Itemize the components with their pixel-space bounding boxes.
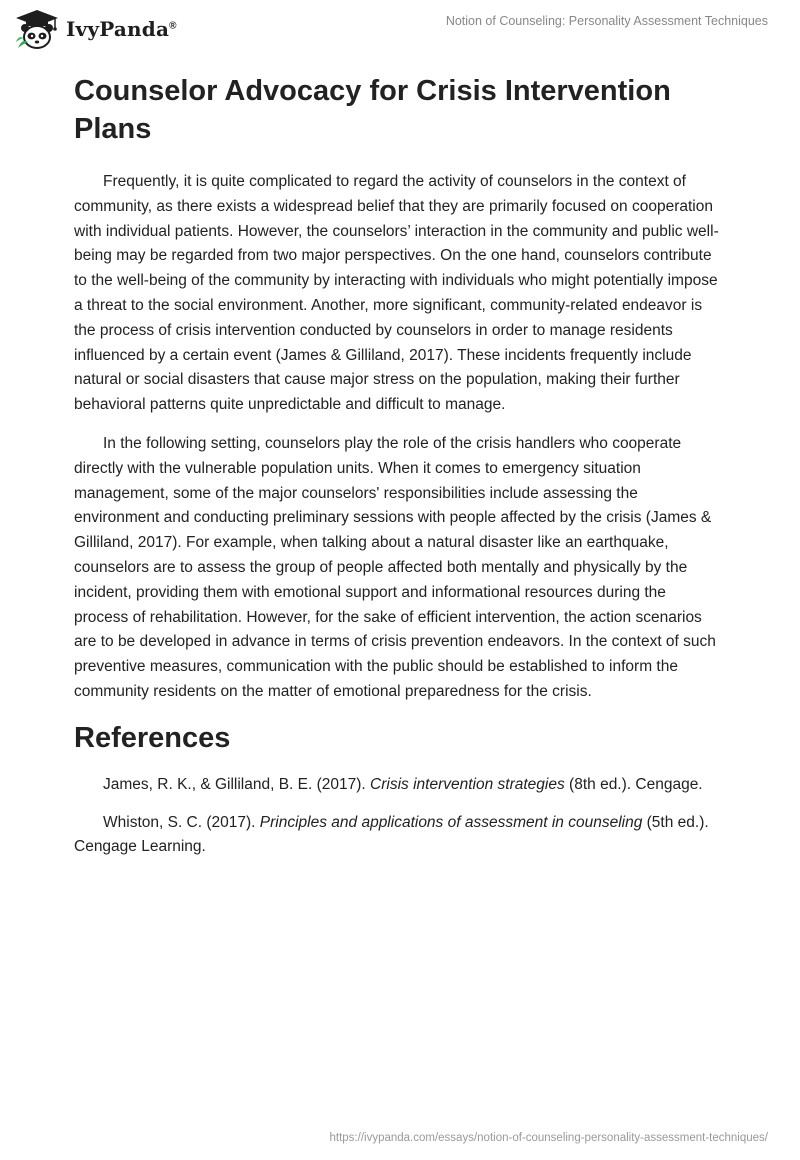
source-url[interactable]: https://ivypanda.com/essays/notion-of-counseling-personality-assessment-techniques/: [329, 1132, 768, 1144]
brand-name: IvyPanda®: [66, 17, 177, 41]
article-paragraph: In the following setting, counselors play the role of the crisis handlers who cooperate directly with the vulnerable population units. When it comes to emergency situation management, some of the major counselors' responsibilities include assessing the environment and conducting preliminary sessions with people affected by the crisis (James & Gilliland, 2017). For example, when talking about a natural disaster like an earthquake, counselors are to assess the group of people affected both mentally and physically by the incident, providing them with emotional support and informational resources during the process of rehabilitation. However, for the sake of efficient intervention, the action scenarios are to be developed in advance in terms of crisis prevention endeavors. In the context of such preventive measures, communication with the public should be established to inform the community residents on the matter of emotional preparedness for the crisis.: [74, 434, 716, 700]
article-paragraph: Frequently, it is quite complicated to regard the activity of counselors in the context of community, as there exists a widespread belief that they are primarily focused on cooperation with individual patients. However, the counselors’ interaction in the community and public well-being may be regarded from two major perspectives. On the one hand, counselors contribute to the well-being of the community by interacting with individuals who might potentially impose a threat to the social environment. Another, more significant, community-related endeavor is the process of crisis intervention conducted by counselors in order to manage residents influenced by a certain event (James & Gilliland, 2017). These incidents frequently include natural or social disasters that cause major stress on the population, making their further behavioral patterns quite unpredictable and difficult to manage.: [74, 173, 719, 414]
page-header: [0, 0, 800, 60]
document-title: Notion of Counseling: Personality Assessment Techniques: [445, 14, 768, 28]
reference-item: Whiston, S. C. (2017). Principles and applications of assessment in counseling (5th ed.). Cengage Learning.: [74, 813, 709, 856]
panda-graduate-icon: [14, 8, 60, 50]
article-content: [74, 72, 724, 873]
ivypanda-logo[interactable]: [14, 8, 177, 50]
article-heading: Counselor Advocacy for Crisis Intervention Plans: [74, 75, 671, 145]
reference-item: James, R. K., & Gilliland, B. E. (2017). Crisis intervention strategies (8th ed.). Cengage.: [103, 775, 703, 793]
references-heading: References: [74, 721, 231, 754]
